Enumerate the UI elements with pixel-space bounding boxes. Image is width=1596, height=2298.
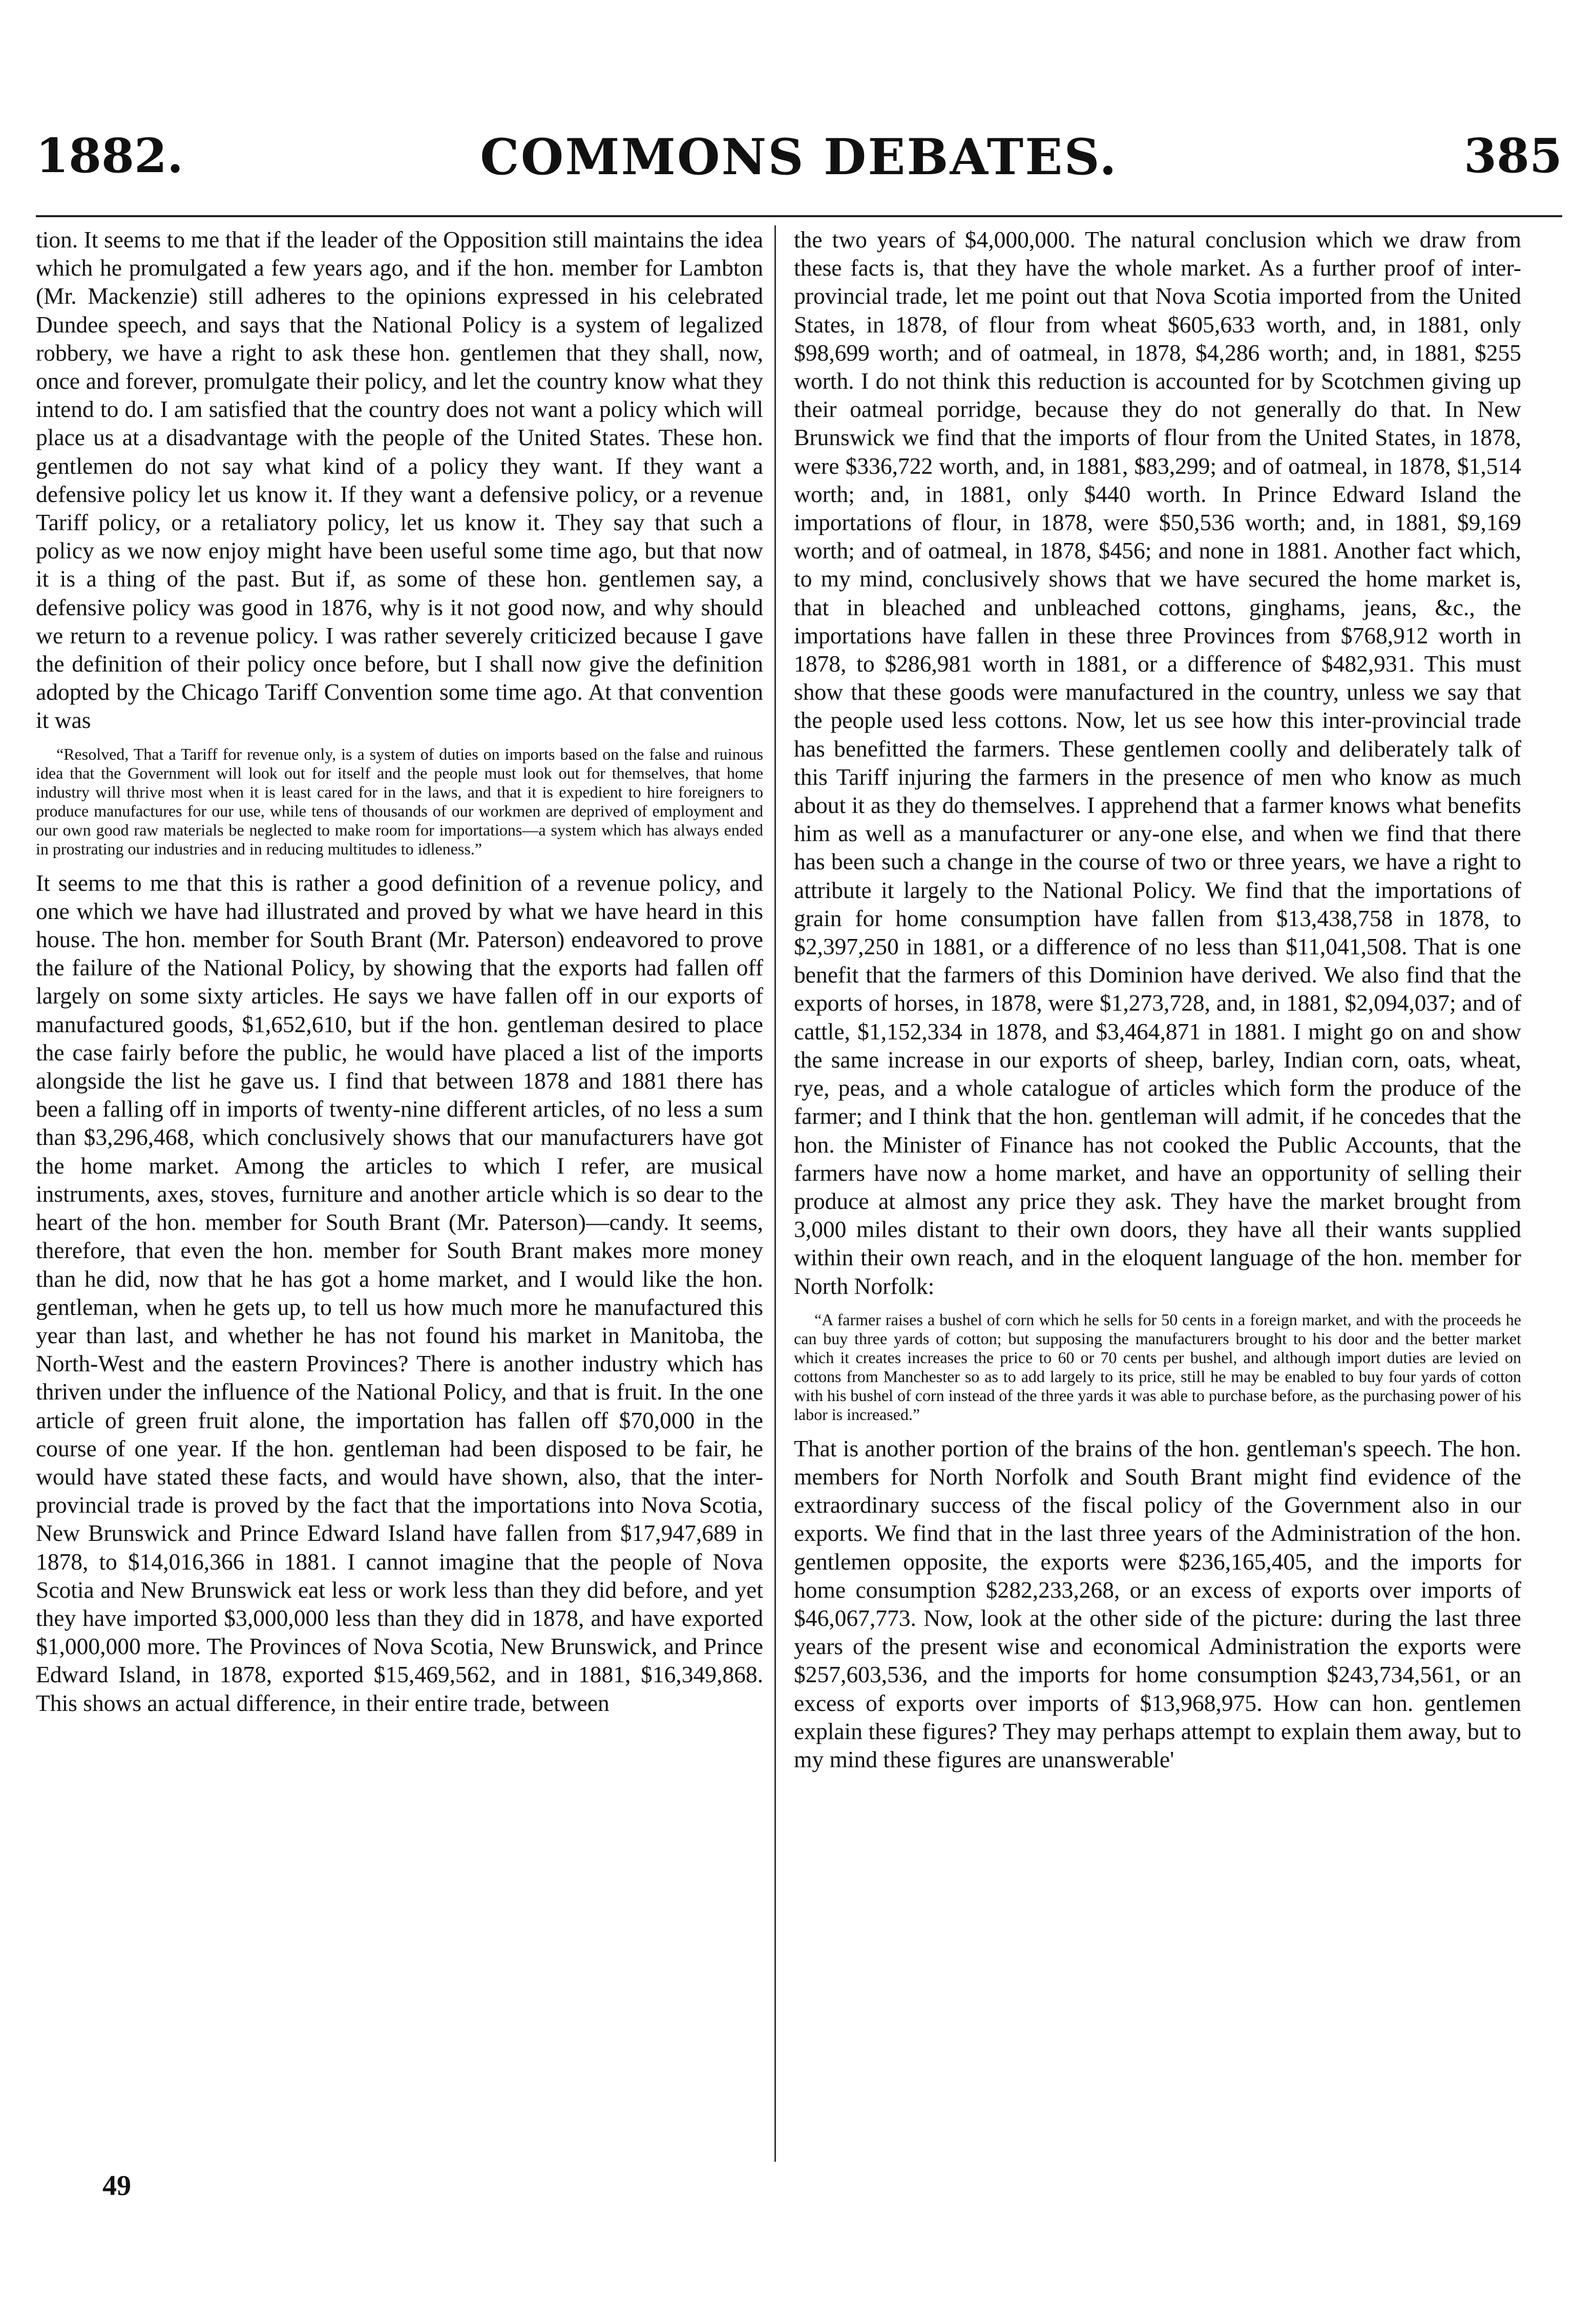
left-quote: “Resolved, That a Tariff for revenue only, is a system of duties on imports based on the false and ruinous idea that the Government will look out for itself and the people must look out for themselves, that home industry will thrive most when it is least cared for in the laws, and that it is expedient to hire foreigners to produce manufactures for our use, while tens of thousands of our workmen are deprived of employment and our own good raw materials be neglected to make room for importations—a system which has always ended in prostrating our industries and in reducing multitudes to idleness.” — [36, 744, 763, 858]
left-paragraph-1: tion. It seems to me that if the leader of the Opposition still maintains the idea which he promulgated a few years ago, and if the hon. member for Lambton (Mr. Mackenzie) still adheres to the opinions expressed in his celebrated Dundee speech, and says that the National Policy is a system of legalized robbery, we have a right to ask these hon. gentlemen that they shall, now, once and forever, promulgate their policy, and let the country know what they intend to do. I am satisfied that the country does not want a policy which will place us at a disadvantage with the people of the United States. These hon. gentlemen do not say what kind of a policy they want. If they want a defensive policy let us know it. If they want a defensive policy, or a revenue Tariff policy, or a retaliatory policy, let us know it. They say that such a policy as we now enjoy might have been useful some time ago, but that now it is a thing of the past. But if, as some of these hon. gentlemen say, a defensive policy was good in 1876, why is it not good now, and why should we return to a revenue policy. I was rather severely criticized because I gave the definition of their policy once before, but I shall now give the definition adopted by the Chicago Tariff Convention some time ago. At that convention it was — [36, 226, 763, 734]
column-divider — [774, 225, 776, 2162]
right-paragraph-1: the two years of $4,000,000. The natural conclusion which we draw from these facts is, that they have the whole market. As a further proof of inter-provincial trade, let me point out that Nova Scotia imported from the United States, in 1878, of flour from wheat $605,633 worth, and, in 1881, only $98,699 worth; and of oatmeal, in 1878, $4,286 worth; and, in 1881, $255 worth. I do not think this reduction is accounted for by Scotchmen giving up their oatmeal porridge, because they do not generally do that. In New Brunswick we find that the imports of flour from the United States, in 1878, were $336,722 worth, and, in 1881, $83,299; and of oatmeal, in 1878, $1,514 worth; and, in 1881, only $440 worth. In Prince Edward Island the importations of flour, in 1878, were $50,536 worth; and, in 1881, $9,169 worth; and of oatmeal, in 1878, $456; and none in 1881. Another fact which, to my mind, conclusively shows that we have secured the home market is, that in bleached and unbleached cottons, ginghams, jeans, &c., the importations have fallen in these three Provinces from $768,912 worth in 1878, to $286,981 worth in 1881, or a difference of $482,931. This must show that these goods were manufactured in the country, unless we say that the people used less cottons. Now, let us see how this inter-provincial trade has benefitted the farmers. These gentlemen coolly and deliberately talk of this Tariff injuring the farmers in the presence of men who know as much about it as they do themselves. I apprehend that a farmer knows what benefits him as well as a manufacturer or any-one else, and when we find that there has been such a change in the course of two or three years, we have a right to attribute it largely to the National Policy. We find that the importations of grain for home consumption have fallen from $13,438,758 in 1878, to $2,397,250 in 1881, or a difference of no less than $11,041,508. That is one benefit that the farmers of this Dominion have derived. We also find that the exports of horses, in 1878, were $1,273,728, and, in 1881, $2,094,037; and of cattle, $1,152,334 in 1878, and $3,464,871 in 1881. I might go on and show the same increase in our exports of sheep, barley, Indian corn, oats, wheat, rye, peas, and a whole catalogue of articles which form the produce of the farmer; and I think that the hon. gentleman will admit, if he concedes that the hon. the Minister of Finance has not cooked the Public Accounts, that the farmers have now a home market, and have an opportunity of selling their produce at almost any price they ask. They have the market brought from 3,000 miles distant to their own doors, they have all their wants supplied within their own reach, and in the eloquent language of the hon. member for North Norfolk: — [794, 226, 1521, 1299]
header-title: COMMONS DEBATES. — [480, 128, 1118, 186]
right-quote: “A farmer raises a bushel of corn which he sells for 50 cents in a foreign market, and with the proceeds he can buy three yards of cotton; but supposing the manufacturers brought to his door and the better market which it creates increases the price to 60 or 70 cents per bushel, and although import duties are levied on cottons from Manchester so as to add largely to its price, still he may be enabled to buy four yards of cotton with his bushel of corn instead of the three yards it was able to purchase before, as the purchasing power of his labor is increased.” — [794, 1310, 1521, 1424]
left-paragraph-2: It seems to me that this is rather a good definition of a revenue policy, and one which we have had illustrated and proved by what we have heard in this house. The hon. member for South Brant (Mr. Paterson) endeavored to prove the failure of the National Policy, by showing that the exports had fallen off largely on some sixty articles. He says we have fallen off in our exports of manufactured goods, $1,652,610, but if the hon. gentleman desired to place the case fairly before the public, he would have placed a list of the imports alongside the list he gave us. I find that between 1878 and 1881 there has been a falling off in imports of twenty-nine different articles, of no less a sum than $3,296,468, which conclusively shows that our manufacturers have got the home market. Among the articles to which I refer, are musical instruments, axes, stoves, furniture and another article which is so dear to the heart of the hon. member for South Brant (Mr. Paterson)—candy. It seems, therefore, that even the hon. member for South Brant makes more money than he did, now that he has got a home market, and I would like the hon. gentleman, when he gets up, to tell us how much more he manufactured this year than last, and whether he has not found his market in Manitoba, the North-West and the eastern Provinces? There is another industry which has thriven under the influence of the National Policy, and that is fruit. In the one article of green fruit alone, the importation has fallen off $70,000 in the course of one year. If the hon. gentleman had been disposed to be fair, he would have stated these facts, and would have shown, also, that the inter-provincial trade is proved by the fact that the importations into Nova Scotia, New Brunswick and Prince Edward Island have fallen from $17,947,689 in 1878, to $14,016,366 in 1881. I cannot imagine that the people of Nova Scotia and New Brunswick eat less or work less than they did before, and yet they have imported $3,000,000 less than they did in 1878, and have exported $1,000,000 more. The Provinces of Nova Scotia, New Brunswick, and Prince Edward Island, in 1878, exported $15,469,562, and in 1881, $16,349,868. This shows an actual difference, in their entire trade, between — [36, 869, 763, 1716]
header-page-number: 385 — [1463, 128, 1562, 183]
header-rule — [36, 215, 1562, 217]
header-year: 1882. — [36, 128, 184, 183]
right-paragraph-2: That is another portion of the brains of the hon. gentleman's speech. The hon. members for North Norfolk and South Brant might find evidence of the extraordinary success of the fiscal policy of the Government also in our exports. We find that in the last three years of the Administration of the hon. gentlemen opposite, the exports were $236,165,405, and the imports for home consumption $282,233,268, or an excess of exports over imports of $46,067,773. Now, look at the other side of the picture: during the last three years of the present wise and economical Administration the exports were $257,603,536, and the imports for home consumption $243,734,561, or an excess of exports over imports of $13,968,975. How can hon. gentlemen explain these figures? They may perhaps attempt to explain them away, but to my mind these figures are unanswerable' — [794, 1435, 1521, 1772]
right-column — [794, 225, 1521, 1773]
left-column — [36, 225, 763, 1717]
page-header — [36, 128, 1562, 195]
signature-mark: 49 — [102, 2170, 131, 2202]
